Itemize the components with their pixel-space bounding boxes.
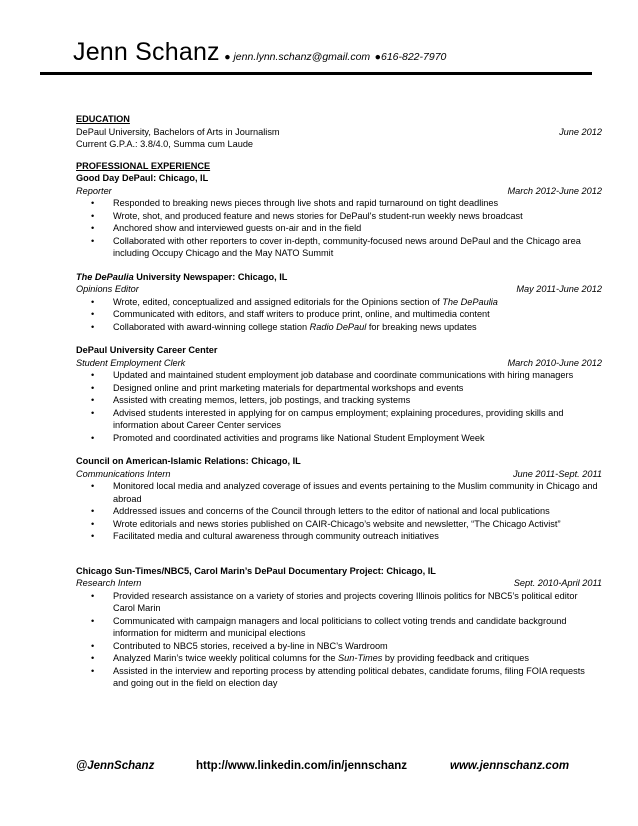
job-bullet: • Updated and maintained student employment job database and coordinate communications with hiring managers	[76, 369, 602, 382]
job-bullet: • Contributed to NBC5 stories, received a by-line in NBC’s Wardroom	[76, 640, 602, 653]
job-org-publication: The DePaulia	[76, 271, 134, 282]
job-bullets	[76, 296, 602, 334]
education-gpa: Current G.P.A.: 3.8/4.0, Summa cum Laude	[76, 139, 254, 149]
job-bullet: • Wrote, edited, conceptualized and assigned editorials for the Opinions section of The DePaulia	[76, 296, 602, 309]
header-rule	[40, 72, 592, 75]
job-bullet: • Assisted in the interview and reporting process by attending political debates, candidate forums, filing FOIA requests and going out in the field on election day	[76, 665, 602, 690]
job-role: Research Intern	[76, 578, 142, 588]
job-bullets	[76, 197, 602, 260]
linkedin-link[interactable]: http://www.linkedin.com/in/jennschanz	[196, 760, 408, 772]
job-entry	[76, 565, 602, 690]
job-date: March 2010-June 2012	[507, 357, 602, 368]
job-org-rest: University Newspaper: Chicago, IL	[133, 271, 288, 282]
education-section	[76, 113, 602, 151]
job-entry	[76, 455, 602, 543]
job-bullet: • Collaborated with other reporters to cover in-depth, community-focused news around DePaul and the Chicago area including Occupy Chicago and the May NATO Summit	[76, 235, 602, 260]
job-role: Communications Intern	[76, 468, 171, 479]
job-bullet: • Responded to breaking news pieces through live shots and rapid turnaround on tight deadlines	[76, 197, 602, 210]
twitter-handle[interactable]: @JennSchanz	[76, 760, 155, 772]
job-bullet: • Addressed issues and concerns of the Council through letters to the editor of national and local publications	[76, 505, 602, 518]
job-role: Opinions Editor	[76, 284, 139, 294]
job-date: June 2011-Sept. 2011	[512, 468, 602, 479]
job-org: Good Day DePaul: Chicago, IL	[76, 173, 209, 183]
email-text: ● jenn.lynn.schanz@gmail.com	[224, 51, 371, 63]
job-date: Sept. 2010-April 2011	[513, 578, 602, 588]
job-bullets	[76, 369, 602, 444]
job-date: May 2011-June 2012	[516, 284, 602, 294]
job-date: March 2012-June 2012	[507, 185, 602, 196]
job-bullet: • Advised students interested in applying for on campus employment; explaining procedures, providing skills and information about Career Center services	[76, 407, 602, 432]
website-link[interactable]: www.jennschanz.com	[450, 760, 570, 772]
experience-section	[76, 160, 602, 690]
experience-heading: PROFESSIONAL EXPERIENCE	[76, 160, 211, 171]
job-entry	[76, 172, 602, 260]
job-bullet: • Promoted and coordinated activities and programs like National Student Employment Week	[76, 432, 602, 445]
education-date: June 2012	[559, 126, 602, 137]
job-bullet: • Analyzed Marin’s twice weekly political columns for the Sun-Times by providing feedback and critiques	[76, 652, 602, 665]
job-bullet: • Facilitated media and cultural awareness through community outreach initiatives	[76, 530, 602, 543]
resume-header	[73, 38, 446, 67]
job-org: Chicago Sun-Times/NBC5, Carol Marin’s DePaul Documentary Project: Chicago, IL	[76, 565, 436, 576]
job-bullet: • Communicated with campaign managers and local politicians to collect voting trends and candidate background information for midterm and municipal elections	[76, 615, 602, 640]
job-bullets	[76, 480, 602, 543]
job-bullets	[76, 590, 602, 690]
education-school: DePaul University, Bachelors of Arts in Journalism	[76, 126, 280, 137]
job-org: DePaul University Career Center	[76, 345, 218, 355]
job-bullet: • Monitored local media and analyzed coverage of issues and events pertaining to the Muslim community in Chicago and abroad	[76, 480, 602, 505]
job-role: Reporter	[76, 185, 112, 196]
job-bullet: • Collaborated with award-winning college station Radio DePaul for breaking news updates	[76, 321, 602, 334]
phone-text: ●616-822-7970	[374, 51, 447, 63]
job-bullet: • Assisted with creating memos, letters, job postings, and tracking systems	[76, 394, 602, 407]
job-bullet: • Communicated with editors, and staff writers to produce print, online, and multimedia content	[76, 308, 602, 321]
job-org: Council on American-Islamic Relations: Chicago, IL	[76, 456, 301, 466]
job-bullet: • Anchored show and interviewed guests on-air and in the field	[76, 222, 602, 235]
education-heading: EDUCATION	[76, 114, 130, 124]
job-entry	[76, 344, 602, 444]
job-bullet: • Designed online and print marketing materials for departmental workshops and events	[76, 382, 602, 395]
job-entry	[76, 271, 602, 334]
job-bullet: • Wrote, shot, and produced feature and news stories for DePaul's student-run weekly news broadcast	[76, 210, 602, 223]
resume-body	[76, 113, 602, 690]
job-role: Student Employment Clerk	[76, 357, 186, 368]
candidate-name: Jenn Schanz	[73, 38, 220, 66]
job-bullet: • Provided research assistance on a variety of stories and projects covering Illinois politics for NBC5’s political editor Carol Marin	[76, 590, 602, 615]
job-org	[76, 271, 602, 284]
job-bullet: • Wrote editorials and news stories published on CAIR-Chicago’s website and newsletter, “The Chicago Activist”	[76, 518, 602, 531]
